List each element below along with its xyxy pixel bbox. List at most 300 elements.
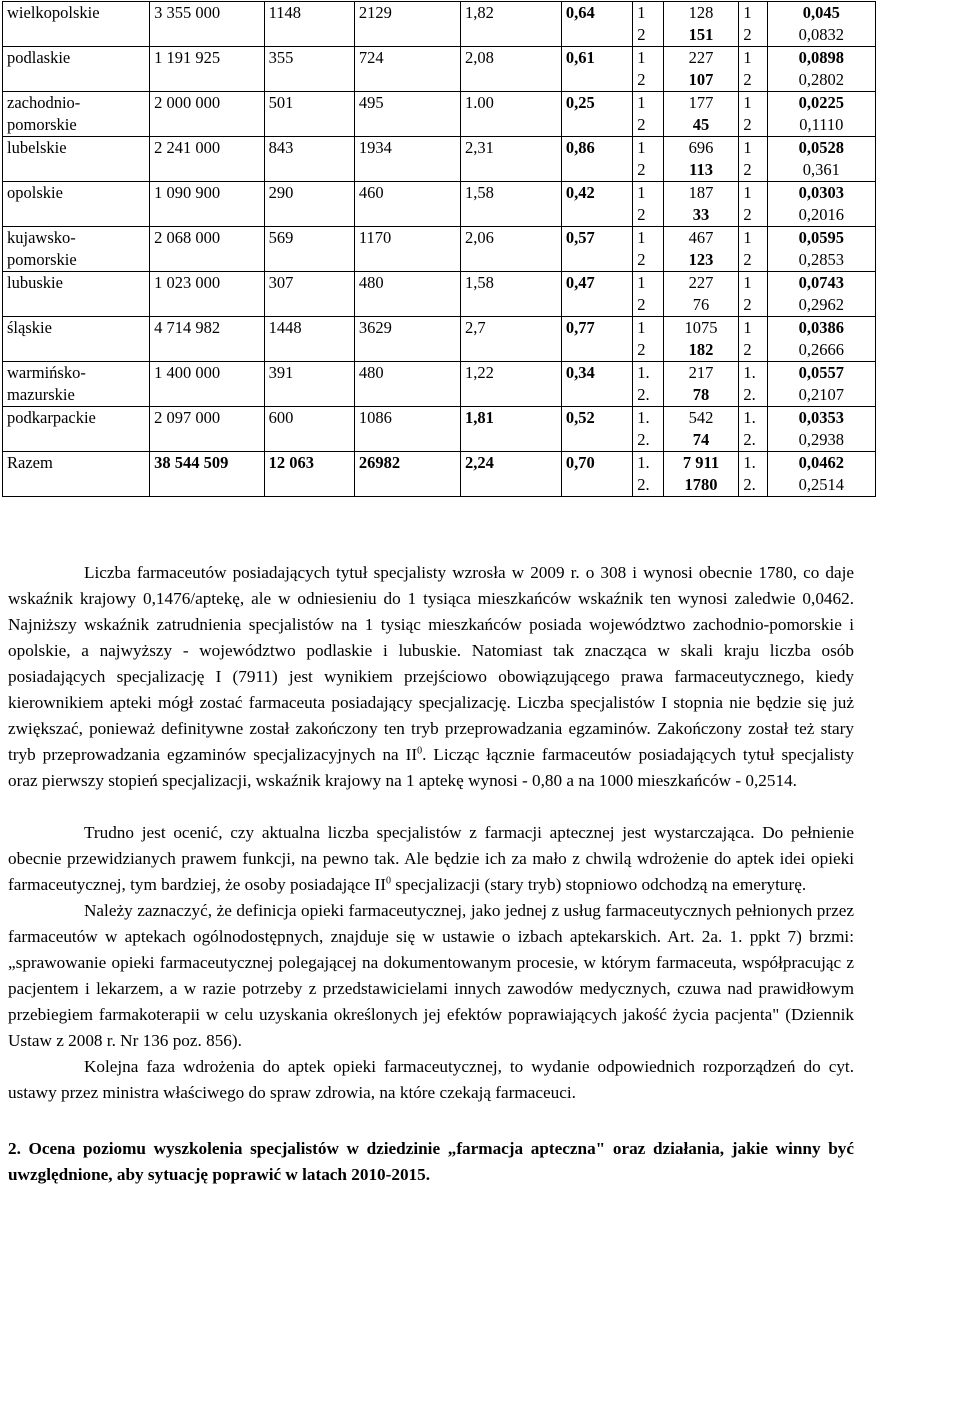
cell-line-1: 0,0528 (798, 138, 845, 157)
cell-line-1: 4 714 982 (154, 318, 221, 337)
cell-line-2 (154, 249, 260, 271)
cell-line-1: 1934 (358, 138, 392, 157)
cell-line-1: 0,0743 (798, 273, 845, 292)
cell-line-1: 2,24 (465, 453, 494, 472)
value-a-cell (264, 407, 354, 452)
degree-cell-2 (739, 362, 767, 407)
cell-line-2: 2 (637, 115, 646, 134)
paragraph-text: Liczba farmaceutów posiadających tytuł specjalisty wzrosła w 2009 r. o 308 i wynosi obecnie 1780, co daje wskaźnik krajowy 0,1476/aptekę, ale w odniesieniu do 1 tysiąca mieszkańców wskaźnik ten wynosi zaledwie 0,0462. Najniższy wskaźnik zatrudnienia specjalistów na 1 tysiąc mieszkańców posiada województwo zachodnio-pomorskie i opolskie, a najwyższy - województwo podlaskie i lubuskie. Natomiast tak znacząca w skali kraju liczba osób posiadających specjalizację I (7911) jest wynikiem przejściowo obowiązującego prawa farmaceutycznego, kiedy kierownikiem apteki mógł zostać farmaceuta posiadający specjalizację. Liczba specjalistów I stopnia nie będzie się już zwiększać, ponieważ definitywne został zakończony ten tryb przeprowadzania egzaminów. Zakończony został też stary tryb przeprowadzania egzaminów specjalizacyjnych na II (8, 563, 854, 764)
cell-line-1: 1 (743, 228, 752, 247)
degree-cell-2 (739, 137, 767, 182)
cell-line-1: 3 355 000 (154, 3, 221, 22)
degree-cell (633, 92, 663, 137)
value-b-cell (354, 137, 460, 182)
cell-line-2 (465, 429, 557, 451)
table-row (3, 317, 876, 362)
cell-line-2: pomorskie (7, 115, 77, 134)
value-b-cell (354, 47, 460, 92)
population-cell (150, 2, 265, 47)
ratio-d-cell (561, 227, 632, 272)
cell-line-2 (269, 69, 350, 91)
cell-line-2 (7, 24, 145, 46)
cell-line-2 (269, 429, 350, 451)
degree-cell (633, 47, 663, 92)
cell-line-2: 2 (743, 160, 752, 179)
value-b-cell (354, 2, 460, 47)
cell-line-2: 113 (689, 160, 713, 179)
cell-line-2: 2 (743, 250, 752, 269)
cell-line-1: 0,86 (565, 138, 595, 157)
cell-line-2: 2 (637, 295, 646, 314)
cell-line-2: 0,2962 (798, 295, 845, 314)
cell-line-2 (566, 429, 628, 451)
cell-line-2: 2 (637, 250, 646, 269)
value-b-cell (354, 92, 460, 137)
region-name-cell (3, 362, 150, 407)
ratio-cell (461, 227, 562, 272)
cell-line-1: 0,77 (565, 318, 595, 337)
cell-line-2: 33 (692, 205, 710, 224)
cell-line-2: 0,2016 (798, 205, 845, 224)
cell-line-1: podkarpackie (7, 408, 96, 427)
cell-line-1: lubelskie (7, 138, 67, 157)
indicator-cell (767, 137, 875, 182)
population-cell (150, 182, 265, 227)
cell-line-2: 2. (637, 430, 650, 449)
value-b-cell (354, 362, 460, 407)
degree-cell (633, 2, 663, 47)
population-cell (150, 47, 265, 92)
cell-line-1: 1. (637, 453, 650, 472)
cell-line-1: 0,0462 (798, 453, 845, 472)
cell-line-1: 187 (688, 183, 714, 202)
cell-line-2 (269, 294, 350, 316)
cell-line-1: 2 097 000 (154, 408, 221, 427)
ratio-cell (461, 47, 562, 92)
population-cell (150, 452, 265, 497)
cell-line-2 (465, 24, 557, 46)
degree-cell-2 (739, 227, 767, 272)
population-cell (150, 92, 265, 137)
cell-line-1: 0,0595 (798, 228, 845, 247)
indicator-cell (767, 362, 875, 407)
cell-line-2 (566, 159, 628, 181)
cell-line-1: 1 (637, 228, 646, 247)
degree-cell (633, 407, 663, 452)
cell-line-2: 0,0832 (798, 25, 845, 44)
cell-line-2 (359, 204, 456, 226)
cell-line-2: 1780 (684, 475, 718, 494)
cell-line-2: 2 (743, 205, 752, 224)
region-name-cell (3, 137, 150, 182)
cell-line-2 (566, 474, 628, 496)
cell-line-2: 2. (743, 475, 756, 494)
cell-line-1: 1. (743, 453, 756, 472)
cell-line-1: 1 191 925 (154, 48, 221, 67)
value-b-cell (354, 452, 460, 497)
body-text (8, 560, 854, 1188)
cell-line-2: 2. (743, 430, 756, 449)
degree-cell-2 (739, 452, 767, 497)
value-b-cell (354, 407, 460, 452)
specialists-cell (663, 227, 739, 272)
indicator-cell (767, 182, 875, 227)
cell-line-1: 1 (637, 318, 646, 337)
table-row (3, 362, 876, 407)
cell-line-2: 76 (692, 295, 710, 314)
cell-line-1: 3629 (358, 318, 392, 337)
cell-line-1: 1 400 000 (154, 363, 221, 382)
region-name-cell (3, 272, 150, 317)
cell-line-1: 355 (268, 48, 294, 67)
value-a-cell (264, 272, 354, 317)
cell-line-1: 1. (743, 408, 756, 427)
cell-line-2 (465, 204, 557, 226)
cell-line-1: 460 (358, 183, 384, 202)
cell-line-2 (154, 429, 260, 451)
cell-line-1: 696 (688, 138, 714, 157)
cell-line-2 (7, 159, 145, 181)
population-cell (150, 227, 265, 272)
cell-line-2: pomorskie (7, 250, 77, 269)
superscript: 0 (417, 745, 423, 757)
cell-line-2: 0,2853 (798, 250, 845, 269)
cell-line-1: 26982 (358, 453, 401, 472)
cell-line-1: 1,81 (465, 408, 494, 427)
cell-line-2 (359, 69, 456, 91)
cell-line-1: 1,22 (465, 363, 494, 382)
cell-line-2: 2 (637, 340, 646, 359)
region-name-cell (3, 407, 150, 452)
paragraph-text: Trudno jest ocenić, czy aktualna liczba specjalistów z farmacji aptecznej jest wystarczająca. Do pełnienie obecnie przewidzianych prawem funkcji, na pewno tak. Ale będzie ich za mało z chwilą wdrożenie do aptek idei opieki farmaceutycznej, tym bardziej, że osoby posiadające II (8, 823, 854, 894)
cell-line-1: 1 (637, 183, 646, 202)
cell-line-2 (566, 204, 628, 226)
region-name-cell (3, 47, 150, 92)
value-a-cell (264, 182, 354, 227)
cell-line-2: 0,2938 (798, 430, 845, 449)
indicator-cell (767, 272, 875, 317)
cell-line-1: 1,58 (465, 273, 494, 292)
cell-line-1: opolskie (7, 183, 63, 202)
cell-line-2 (359, 384, 456, 406)
cell-line-1: kujawsko- (7, 228, 76, 247)
region-name-cell (3, 92, 150, 137)
paragraph-text: . Licząc łącznie farmaceutów posiadających tytuł specjalisty oraz pierwszy stopień specjalizacji, wskaźnik krajowy na 1 aptekę wynosi - 0,80 a na 1000 mieszkańców - 0,2514. (8, 745, 854, 790)
cell-line-2: 2 (637, 205, 646, 224)
value-a-cell (264, 227, 354, 272)
population-cell (150, 272, 265, 317)
cell-line-2 (465, 384, 557, 406)
cell-line-2 (269, 339, 350, 361)
cell-line-1: 2,08 (465, 48, 494, 67)
specialists-cell (663, 407, 739, 452)
cell-line-1: 1 (637, 93, 646, 112)
value-b-cell (354, 227, 460, 272)
cell-line-1: 1 023 000 (154, 273, 221, 292)
cell-line-1: 1 (743, 273, 752, 292)
specialists-cell (663, 272, 739, 317)
cell-line-2: 2 (743, 70, 752, 89)
cell-line-1: 724 (358, 48, 384, 67)
cell-line-2 (465, 114, 557, 136)
cell-line-1: 1 (743, 138, 752, 157)
cell-line-1: 1 (637, 273, 646, 292)
cell-line-1: zachodnio- (7, 93, 81, 112)
table-row (3, 227, 876, 272)
indicator-cell (767, 407, 875, 452)
cell-line-1: 0,0386 (798, 318, 845, 337)
indicator-cell (767, 2, 875, 47)
cell-line-1: 501 (268, 93, 294, 112)
indicator-cell (767, 92, 875, 137)
cell-line-1: 0,0898 (798, 48, 845, 67)
ratio-d-cell (561, 47, 632, 92)
table-row (3, 407, 876, 452)
table-row (3, 47, 876, 92)
cell-line-2: 74 (692, 430, 710, 449)
cell-line-2 (269, 159, 350, 181)
ratio-cell (461, 2, 562, 47)
cell-line-1: 0,64 (565, 3, 595, 22)
pharmacists-statistics-table (2, 1, 876, 497)
cell-line-1: 2129 (358, 3, 392, 22)
cell-line-1: 1 (743, 183, 752, 202)
cell-line-2 (7, 69, 145, 91)
cell-line-1: 38 544 509 (154, 453, 229, 472)
cell-line-1: 1 (743, 93, 752, 112)
ratio-d-cell (561, 272, 632, 317)
paragraph-text: specjalizacji (stary tryb) stopniowo odchodzą na emeryturę. (390, 875, 807, 894)
cell-line-1: 227 (688, 273, 714, 292)
specialists-cell (663, 362, 739, 407)
value-a-cell (264, 47, 354, 92)
ratio-d-cell (561, 137, 632, 182)
cell-line-1: 1 (637, 3, 646, 22)
cell-line-1: 0,52 (565, 408, 595, 427)
cell-line-1: 495 (358, 93, 384, 112)
cell-line-1: 1. (637, 408, 650, 427)
cell-line-2: 0,1110 (799, 115, 844, 134)
degree-cell (633, 182, 663, 227)
cell-line-2: 45 (692, 115, 710, 134)
cell-line-1: 0,0353 (798, 408, 845, 427)
cell-line-1: 2,06 (465, 228, 494, 247)
ratio-cell (461, 137, 562, 182)
value-a-cell (264, 452, 354, 497)
cell-line-2: 0,361 (802, 160, 840, 179)
table-row (3, 452, 876, 497)
cell-line-2 (269, 204, 350, 226)
specialists-cell (663, 182, 739, 227)
indicator-cell (767, 47, 875, 92)
specialists-cell (663, 452, 739, 497)
degree-cell (633, 137, 663, 182)
cell-line-1: 307 (268, 273, 294, 292)
ratio-cell (461, 317, 562, 362)
cell-line-1: 1 (743, 318, 752, 337)
cell-line-2 (154, 384, 260, 406)
table-row (3, 92, 876, 137)
cell-line-2 (359, 429, 456, 451)
cell-line-2 (465, 339, 557, 361)
cell-line-2 (154, 339, 260, 361)
specialists-cell (663, 47, 739, 92)
cell-line-2 (465, 159, 557, 181)
ratio-cell (461, 362, 562, 407)
specialists-cell (663, 92, 739, 137)
degree-cell (633, 227, 663, 272)
table-row (3, 137, 876, 182)
cell-line-1: 1 (743, 48, 752, 67)
degree-cell (633, 317, 663, 362)
ratio-d-cell (561, 362, 632, 407)
cell-line-2 (154, 474, 260, 496)
cell-line-1: 2 241 000 (154, 138, 221, 157)
table-row (3, 272, 876, 317)
degree-cell-2 (739, 272, 767, 317)
cell-line-1: 1. (637, 363, 650, 382)
degree-cell-2 (739, 407, 767, 452)
degree-cell (633, 272, 663, 317)
cell-line-2 (566, 249, 628, 271)
cell-line-1: 1148 (268, 3, 301, 22)
cell-line-2 (359, 159, 456, 181)
superscript: 0 (385, 875, 391, 887)
indicator-cell (767, 227, 875, 272)
value-b-cell (354, 272, 460, 317)
cell-line-1: śląskie (7, 318, 52, 337)
cell-line-2 (269, 474, 350, 496)
cell-line-2 (154, 24, 260, 46)
cell-line-1: 12 063 (268, 453, 314, 472)
cell-line-2 (7, 474, 145, 496)
cell-line-1: 1. (743, 363, 756, 382)
cell-line-2 (359, 24, 456, 46)
cell-line-1: lubuskie (7, 273, 63, 292)
region-name-cell (3, 182, 150, 227)
cell-line-2: 0,2514 (798, 475, 845, 494)
paragraph-specialists-count (8, 560, 854, 794)
cell-line-2: 2. (743, 385, 756, 404)
cell-line-1: 0,70 (565, 453, 595, 472)
cell-line-1: Razem (7, 453, 53, 472)
cell-line-1: 0,045 (802, 3, 840, 22)
cell-line-2 (154, 114, 260, 136)
population-cell (150, 317, 265, 362)
region-name-cell (3, 452, 150, 497)
cell-line-1: 1.00 (465, 93, 494, 112)
cell-line-2: mazurskie (7, 385, 75, 404)
cell-line-2 (154, 69, 260, 91)
cell-line-1: 0,25 (565, 93, 595, 112)
cell-line-2 (566, 339, 628, 361)
cell-line-1: 0,0303 (798, 183, 845, 202)
indicator-cell (767, 452, 875, 497)
ratio-d-cell (561, 407, 632, 452)
table-row (3, 182, 876, 227)
cell-line-1: 0,34 (565, 363, 595, 382)
cell-line-1: 1448 (268, 318, 302, 337)
value-a-cell (264, 92, 354, 137)
cell-line-1: warmińsko- (7, 363, 86, 382)
cell-line-2: 182 (688, 340, 714, 359)
cell-line-1: 480 (358, 273, 384, 292)
degree-cell-2 (739, 92, 767, 137)
paragraph-definition: Należy zaznaczyć, że definicja opieki farmaceutycznej, jako jednej z usług farmaceutycznych pełnionych przez farmaceutów w aptekach ogólnodostępnych, znajduje się w ustawie o izbach aptekarskich. Art. 2a. 1. ppkt 7) brzmi: „sprawowanie opieki farmaceutycznej polegającej na dokumentowanym procesie, w którym farmaceuta, współpracując z pacjentem i lekarzem, a w razie potrzeby z przedstawicielami innych zawodów medycznych, czuwa nad prawidłowym przebiegiem farmakoterapii w celu uzyskania określonych jej efektów poprawiających jakość życia pacjenta" (Dziennik Ustaw z 2008 r. Nr 136 poz. 856). (8, 901, 854, 1050)
cell-line-2: 0,2666 (798, 340, 845, 359)
cell-line-2: 2 (637, 70, 646, 89)
cell-line-2 (359, 249, 456, 271)
cell-line-2 (154, 159, 260, 181)
degree-cell-2 (739, 317, 767, 362)
value-a-cell (264, 362, 354, 407)
cell-line-1: 1 (637, 138, 646, 157)
cell-line-2 (566, 114, 628, 136)
cell-line-2 (465, 69, 557, 91)
value-a-cell (264, 2, 354, 47)
cell-line-2 (359, 114, 456, 136)
paragraph-next-phase: Kolejna faza wdrożenia do aptek opieki farmaceutycznej, to wydanie odpowiednich rozporządzeń do cyt. ustawy przez ministra właściwego do spraw zdrowia, na które czekają farmaceuci. (8, 1057, 854, 1102)
cell-line-1: 2 068 000 (154, 228, 221, 247)
cell-line-1: 177 (688, 93, 714, 112)
cell-line-2: 0,2802 (798, 70, 845, 89)
cell-line-2 (359, 474, 456, 496)
cell-line-2: 2. (637, 385, 650, 404)
cell-line-1: 1086 (358, 408, 392, 427)
cell-line-1: 128 (688, 3, 714, 22)
cell-line-1: 0,42 (565, 183, 595, 202)
cell-line-2 (7, 204, 145, 226)
cell-line-2: 2. (637, 475, 650, 494)
ratio-cell (461, 272, 562, 317)
cell-line-1: 480 (358, 363, 384, 382)
cell-line-2: 78 (692, 385, 710, 404)
cell-line-1: 391 (268, 363, 294, 382)
cell-line-2 (269, 114, 350, 136)
cell-line-2: 123 (688, 250, 714, 269)
cell-line-1: 2,31 (465, 138, 494, 157)
cell-line-1: 600 (268, 408, 294, 427)
cell-line-1: 1 (743, 3, 752, 22)
ratio-d-cell (561, 2, 632, 47)
cell-line-1: 1,82 (465, 3, 494, 22)
specialists-cell (663, 137, 739, 182)
paragraph-adequacy (8, 820, 854, 898)
region-name-cell (3, 2, 150, 47)
cell-line-1: 1,58 (465, 183, 494, 202)
population-cell (150, 137, 265, 182)
cell-line-2: 0,2107 (798, 385, 845, 404)
cell-line-2: 2 (637, 160, 646, 179)
region-name-cell (3, 317, 150, 362)
table-row (3, 2, 876, 47)
cell-line-1: 0,61 (565, 48, 595, 67)
cell-line-2 (7, 294, 145, 316)
ratio-d-cell (561, 182, 632, 227)
ratio-d-cell (561, 92, 632, 137)
ratio-cell (461, 92, 562, 137)
cell-line-2 (566, 69, 628, 91)
degree-cell-2 (739, 2, 767, 47)
cell-line-2: 2 (743, 115, 752, 134)
cell-line-1: 1 (637, 48, 646, 67)
cell-line-1: 1170 (358, 228, 392, 247)
cell-line-2 (566, 294, 628, 316)
cell-line-1: 467 (688, 228, 714, 247)
cell-line-2: 2 (743, 340, 752, 359)
cell-line-2 (269, 384, 350, 406)
cell-line-1: 1075 (684, 318, 718, 337)
